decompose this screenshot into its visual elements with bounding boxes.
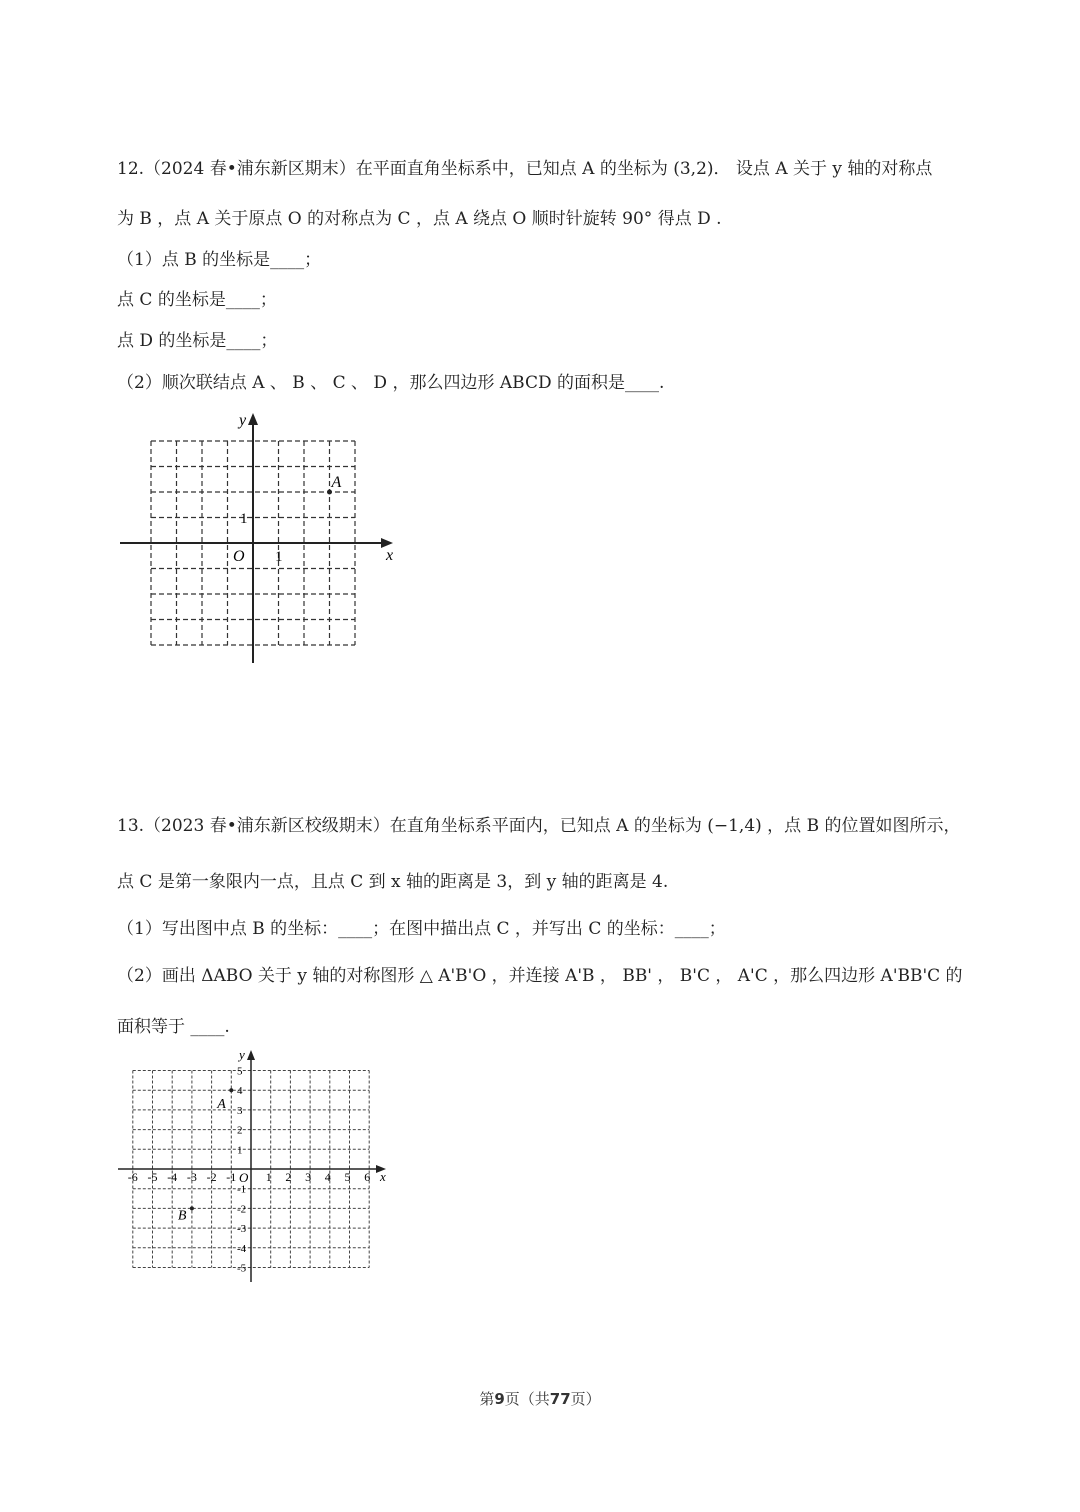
q12-unit-x: 1	[275, 549, 283, 565]
q13-y-tick: -3	[237, 1223, 247, 1236]
q13-x-tick: -6	[127, 1170, 138, 1184]
q12-part1-d: 点 D 的坐标是____；	[117, 331, 278, 351]
q12-line2: 为 B ，点 A 关于原点 O 的对称点为 C ，点 A 绕点 O 顺时针旋转 90° 得点 D .	[117, 209, 722, 229]
q13-x-tick: 1	[265, 1170, 272, 1184]
q13-point-b	[190, 1206, 194, 1210]
footer-total-pages: 77	[549, 1390, 571, 1408]
footer-suffix: 页）	[570, 1390, 601, 1408]
footer-page-number: 9	[494, 1390, 505, 1408]
q12-unit-y: 1	[240, 511, 248, 527]
q13-x-tick: -4	[167, 1170, 178, 1184]
q12-part1-b: （1）点 B 的坐标是____；	[117, 250, 322, 270]
q13-tick-labels	[128, 1066, 370, 1275]
q13-origin-label: O	[239, 1170, 249, 1185]
q13-y-axis	[247, 1050, 255, 1282]
q12-coordinate-figure	[110, 405, 410, 670]
q13-point-a	[229, 1088, 233, 1092]
q13-x-tick: 2	[285, 1170, 292, 1184]
q12-point-a-label: A	[331, 474, 342, 491]
q13-y-tick: -5	[237, 1262, 247, 1275]
q13-x-tick: 5	[344, 1170, 351, 1184]
q13-coordinate-figure	[112, 1040, 397, 1290]
q13-y-tick: -4	[237, 1242, 247, 1255]
q13-x-tick: -2	[206, 1170, 217, 1184]
q13-part1: （1）写出图中点 B 的坐标：____；在图中描出点 C ，并写出 C 的坐标：____；	[117, 919, 726, 939]
q13-part2: （2）画出 ΔABO 关于 y 轴的对称图形 △ A'B'O ，并连接 A'B ， BB' ， B'C ， A'C ，那么四边形 A'BB'C 的	[117, 966, 963, 986]
q13-x-tick: 6	[364, 1170, 371, 1184]
q13-y-tick: -1	[237, 1183, 247, 1196]
q13-y-tick: 5	[237, 1065, 243, 1078]
q13-y-tick: -2	[237, 1203, 247, 1216]
q13-line2: 点 C 是第一象限内一点，且点 C 到 x 轴的距离是 3，到 y 轴的距离是 4.	[117, 872, 669, 892]
q12-y-axis	[248, 413, 258, 663]
q13-y-label: y	[239, 1047, 245, 1062]
q13-x-tick: -3	[186, 1170, 197, 1184]
q13-y-tick: 2	[237, 1124, 243, 1137]
q13-x-tick: 3	[305, 1170, 312, 1184]
q13-x-tick: -1	[226, 1170, 237, 1184]
q13-line1: 13.（2023 春•浦东新区校级期末）在直角坐标系平面内，已知点 A 的坐标为 (−1,4) ，点 B 的位置如图所示，	[117, 816, 961, 836]
q13-x-label: x	[380, 1169, 386, 1184]
page-footer	[0, 1388, 1080, 1409]
q13-y-tick: 4	[237, 1085, 243, 1098]
q13-y-tick: 1	[237, 1144, 243, 1157]
q13-point-b-label: B	[177, 1208, 187, 1224]
q12-part2: （2）顺次联结点 A 、 B 、 C 、 D ，那么四边形 ABCD 的面积是____.	[117, 373, 665, 393]
q12-y-label: y	[239, 412, 247, 429]
footer-mid: 页（共	[504, 1390, 550, 1408]
q12-x-label: x	[386, 547, 394, 564]
q12-part1-c: 点 C 的坐标是____；	[117, 290, 277, 310]
q13-y-tick: 3	[237, 1104, 243, 1117]
q13-x-tick: -5	[147, 1170, 158, 1184]
q12-x-axis	[120, 538, 393, 548]
q13-point-a-label: A	[217, 1097, 226, 1113]
q13-x-tick: 4	[324, 1170, 331, 1184]
q13-line-end: 面积等于 ____.	[117, 1017, 230, 1037]
q12-origin-label: O	[233, 548, 245, 565]
footer-prefix: 第	[479, 1390, 495, 1408]
q12-line1: 12.（2024 春•浦东新区期末）在平面直角坐标系中，已知点 A 的坐标为 (3,2)． 设点 A 关于 y 轴的对称点	[117, 159, 933, 179]
